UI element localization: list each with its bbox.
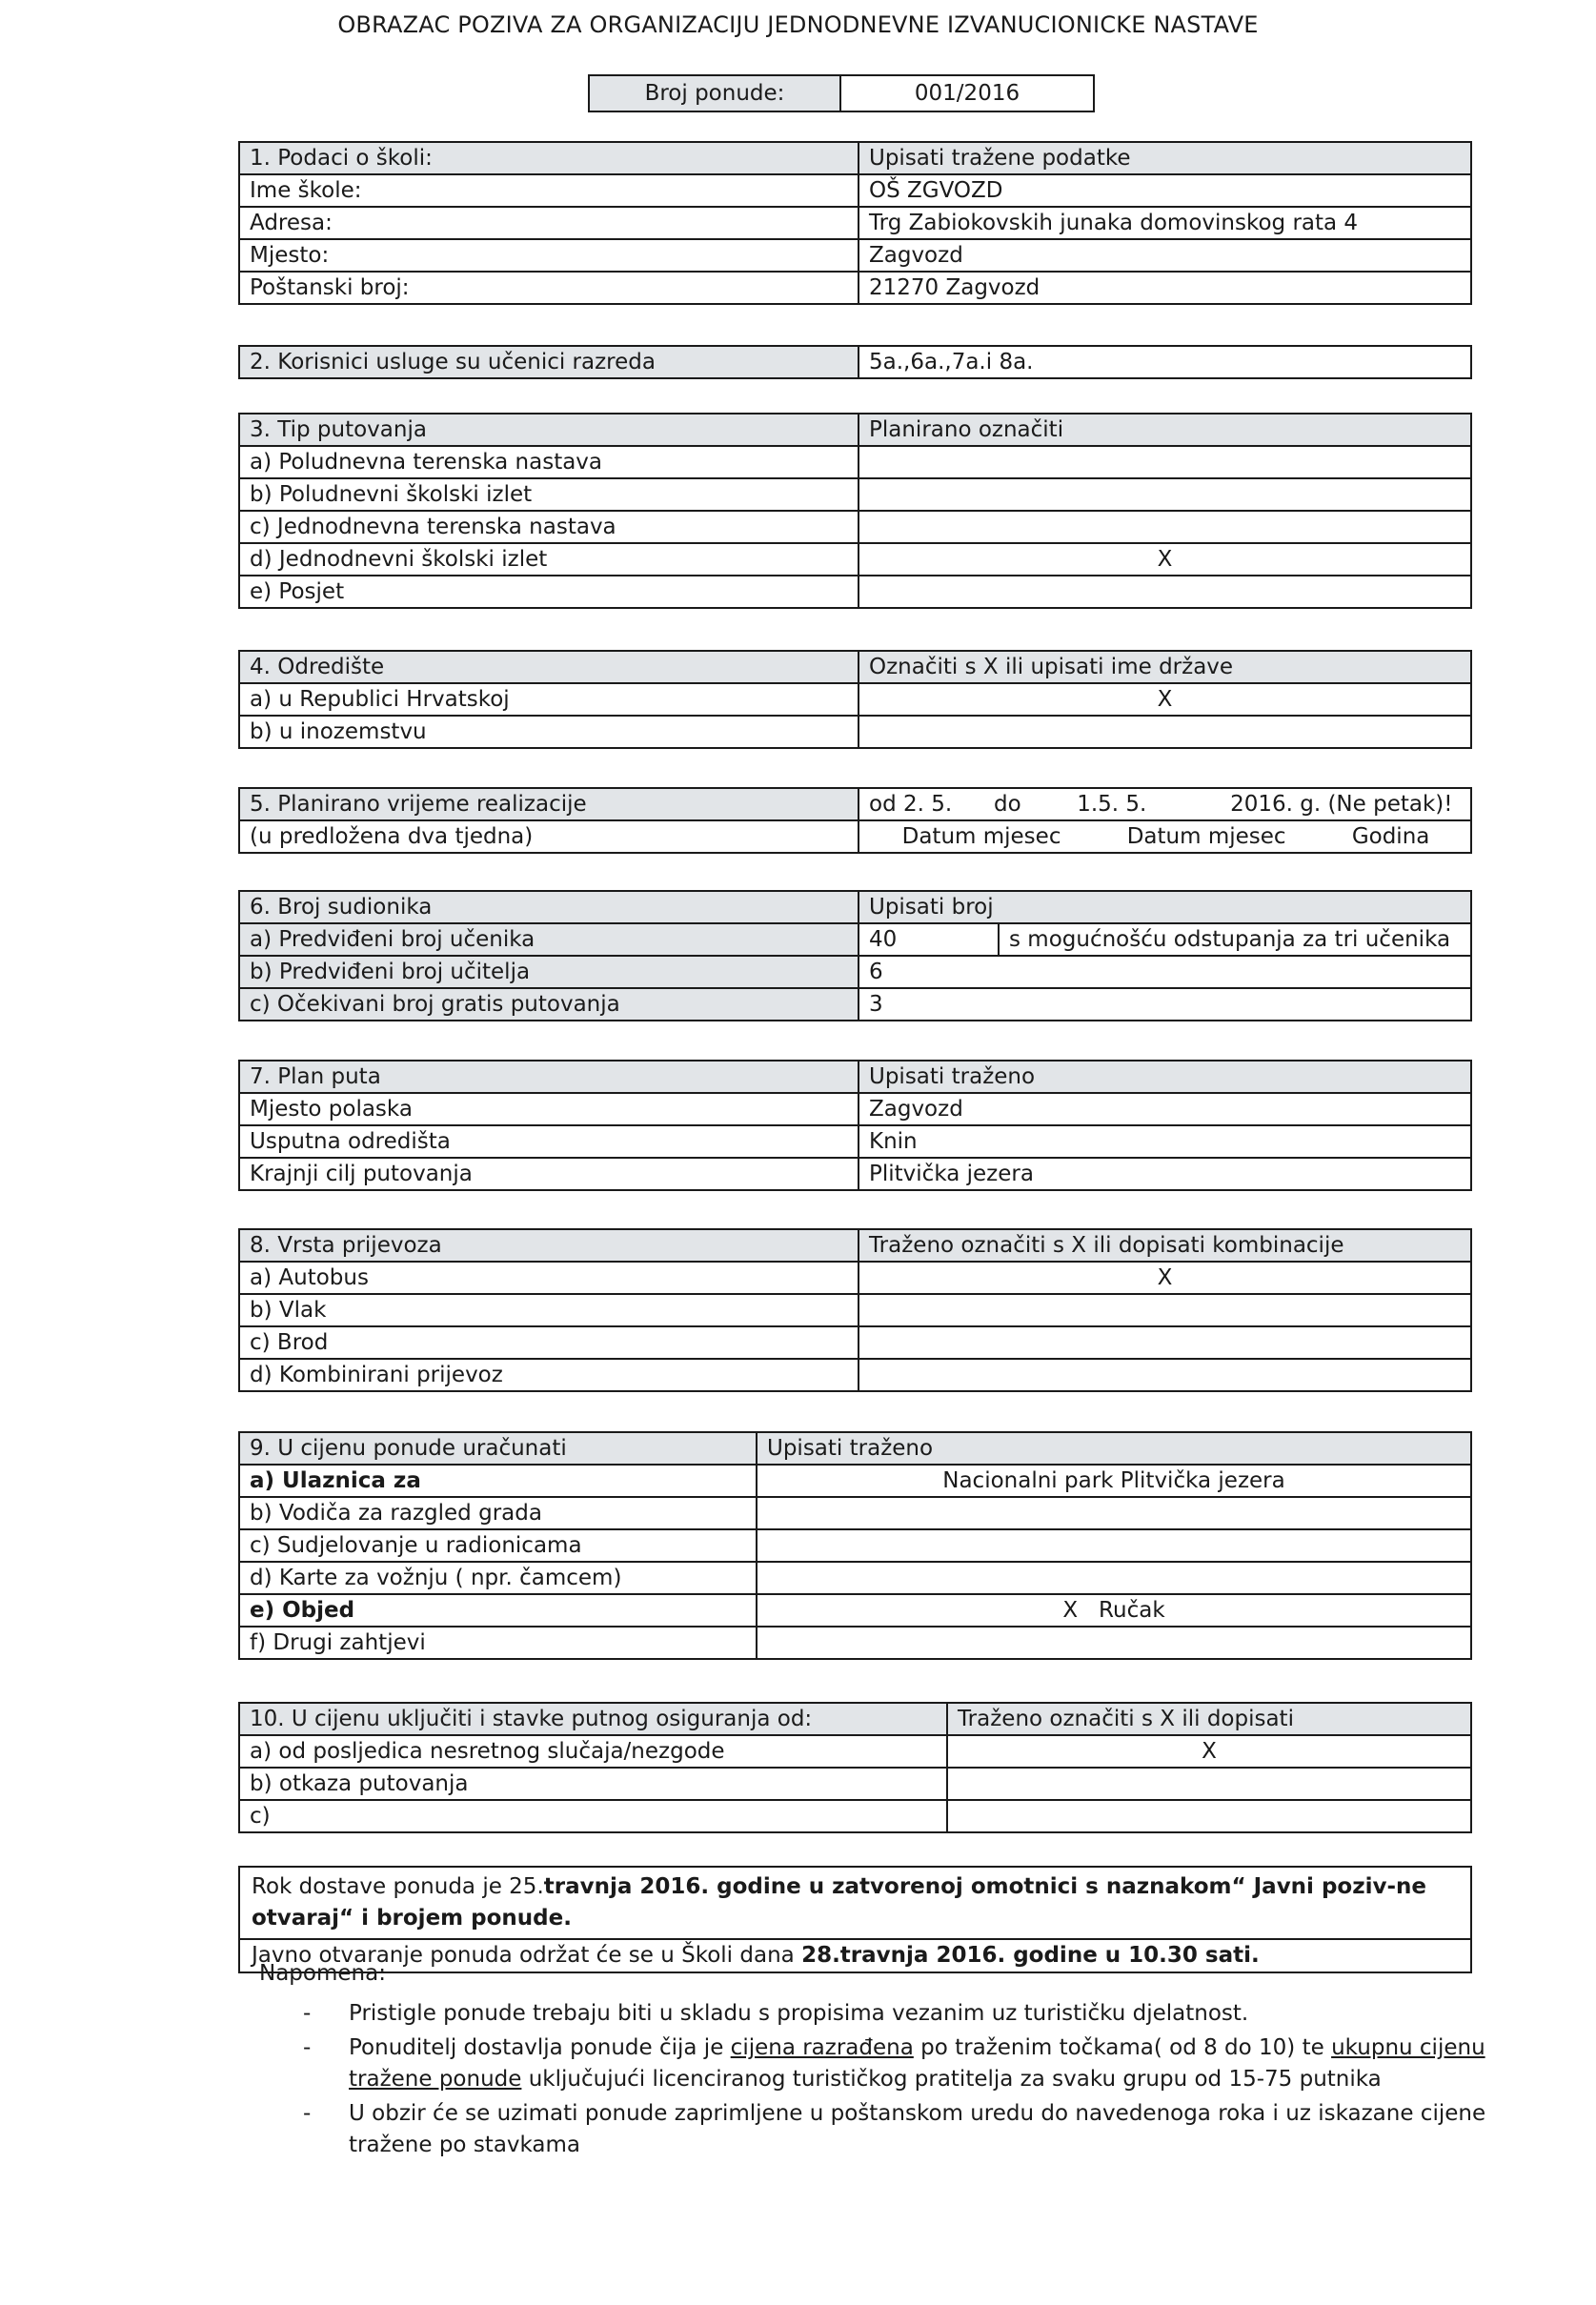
s9-row-value bbox=[757, 1627, 1471, 1659]
s1-row-label: Adresa: bbox=[239, 207, 859, 239]
napomena-item-text: U obzir će se uzimati ponude zaprimljene u poštanskom uredu do navedenoga roka i uz iskazane cijene tražene po stavkama bbox=[349, 2101, 1486, 2157]
javno-otvaranje-text bbox=[239, 1939, 1471, 1972]
s9-row-label: f) Drugi zahtjevi bbox=[239, 1627, 757, 1659]
s8-row-mark bbox=[859, 1359, 1471, 1391]
rok-part-2: travnja 2016. godine u zatvorenoj omotnici s naznakom“ Javni poziv-ne otvaraj“ i brojem ponude. bbox=[252, 1874, 1426, 1931]
s3-header: 3. Tip putovanja bbox=[239, 414, 859, 446]
s2-value: 5a.,6a.,7a.i 8a. bbox=[859, 346, 1471, 378]
s5-datum-mjesec-2: Datum mjesec bbox=[1126, 824, 1286, 849]
s5-sub-label: (u predložena dva tjedna) bbox=[239, 820, 859, 853]
s9-header: 9. U cijenu ponude uračunati bbox=[239, 1432, 757, 1465]
s6-header: 6. Broj sudionika bbox=[239, 891, 859, 923]
s10-header: 10. U cijenu uključiti i stavke putnog osiguranja od: bbox=[239, 1703, 947, 1735]
s5-godina: Godina bbox=[1351, 824, 1430, 849]
napomena-underlined-text: cijena razrađena bbox=[730, 2035, 914, 2060]
s9-row-value: Nacionalni park Plitvička jezera bbox=[757, 1465, 1471, 1497]
s9-row-value bbox=[757, 1529, 1471, 1562]
dash-bullet-icon: - bbox=[303, 2035, 312, 2060]
s10-row-label: c) bbox=[239, 1800, 947, 1832]
s6-row-a-value: 40 bbox=[859, 923, 999, 956]
s3-row-label: e) Posjet bbox=[239, 576, 859, 608]
s4-row-mark: X bbox=[859, 683, 1471, 716]
napomena-title: Napomena: bbox=[259, 1961, 386, 1986]
s6-row-a-label: a) Predviđeni broj učenika bbox=[239, 923, 859, 956]
s8-row-label: a) Autobus bbox=[239, 1262, 859, 1294]
section-tip-putovanja bbox=[238, 413, 1472, 609]
s9-row-value bbox=[757, 1562, 1471, 1594]
dash-bullet-icon: - bbox=[303, 2101, 312, 2126]
s7-row-value: Plitvička jezera bbox=[859, 1158, 1471, 1190]
section-plan-puta bbox=[238, 1060, 1472, 1191]
s4-row-label: a) u Republici Hrvatskoj bbox=[239, 683, 859, 716]
section-rok-dostave bbox=[238, 1866, 1472, 1973]
s1-row-label: Poštanski broj: bbox=[239, 272, 859, 304]
s3-row-mark bbox=[859, 446, 1471, 478]
napomena-item-text: Ponuditelj dostavlja ponude čija je bbox=[349, 2035, 731, 2060]
s1-row-value: Zagvozd bbox=[859, 239, 1471, 272]
s8-row-label: b) Vlak bbox=[239, 1294, 859, 1326]
s7-row-label: Krajnji cilj putovanja bbox=[239, 1158, 859, 1190]
section-vrijeme-realizacije bbox=[238, 787, 1472, 854]
s8-row-label: c) Brod bbox=[239, 1326, 859, 1359]
s9-row-label: b) Vodiča za razgled grada bbox=[239, 1497, 757, 1529]
napomena-item bbox=[295, 2032, 1563, 2095]
s3-row-mark bbox=[859, 576, 1471, 608]
s1-row-label: Mjesto: bbox=[239, 239, 859, 272]
s9-row-label: c) Sudjelovanje u radionicama bbox=[239, 1529, 757, 1562]
s4-row-label: b) u inozemstvu bbox=[239, 716, 859, 748]
section-broj-sudionika bbox=[238, 890, 1472, 1021]
s1-row-value: OŠ ZGVOZD bbox=[859, 174, 1471, 207]
s5-label: 5. Planirano vrijeme realizacije bbox=[239, 788, 859, 820]
s6-header-right: Upisati broj bbox=[859, 891, 1471, 923]
s1-row-value: Trg Zabiokovskih junaka domovinskog rata 4 bbox=[859, 207, 1471, 239]
s6-row-b-value: 6 bbox=[859, 956, 1471, 988]
s3-row-label: a) Poludnevna terenska nastava bbox=[239, 446, 859, 478]
s1-header: 1. Podaci o školi: bbox=[239, 142, 859, 174]
s3-header-right: Planirano označiti bbox=[859, 414, 1471, 446]
s5-value: od 2. 5. do 1.5. 5. 2016. g. (Ne petak)! bbox=[859, 788, 1471, 820]
s7-header: 7. Plan puta bbox=[239, 1061, 859, 1093]
section-podaci-o-skoli bbox=[238, 141, 1472, 305]
napomena-item-text: uključujući licenciranog turističkog pratitelja za svaku grupu od 15-75 putnika bbox=[521, 2067, 1382, 2092]
rok-part-1: Rok dostave ponuda je 25. bbox=[252, 1874, 544, 1899]
s7-row-label: Mjesto polaska bbox=[239, 1093, 859, 1125]
s10-header-right: Traženo označiti s X ili dopisati bbox=[947, 1703, 1471, 1735]
section-cijena-ponude bbox=[238, 1431, 1472, 1660]
otvaranje-part-2: 28.travnja 2016. godine u 10.30 sati. bbox=[801, 1943, 1260, 1968]
s6-row-c-value: 3 bbox=[859, 988, 1471, 1021]
broj-ponude-value: 001/2016 bbox=[914, 81, 1020, 106]
s4-row-mark bbox=[859, 716, 1471, 748]
s3-row-label: d) Jednodnevni školski izlet bbox=[239, 543, 859, 576]
s9-header-right: Upisati traženo bbox=[757, 1432, 1471, 1465]
s6-row-c-label: c) Očekivani broj gratis putovanja bbox=[239, 988, 859, 1021]
s9-row-label: d) Karte za vožnju ( npr. čamcem) bbox=[239, 1562, 757, 1594]
section-odrediste bbox=[238, 650, 1472, 749]
s8-row-label: d) Kombinirani prijevoz bbox=[239, 1359, 859, 1391]
s6-row-b-label: b) Predviđeni broj učitelja bbox=[239, 956, 859, 988]
napomena-underlined-text: ukupnu cijenu tražene ponude bbox=[349, 2035, 1485, 2092]
s4-header-right: Označiti s X ili upisati ime države bbox=[859, 651, 1471, 683]
s5-sub-row bbox=[859, 820, 1471, 853]
s8-header: 8. Vrsta prijevoza bbox=[239, 1229, 859, 1262]
broj-ponude-label: Broj ponude: bbox=[590, 76, 841, 111]
s8-header-right: Traženo označiti s X ili dopisati kombinacije bbox=[859, 1229, 1471, 1262]
s7-header-right: Upisati traženo bbox=[859, 1061, 1471, 1093]
s1-header-right: Upisati tražene podatke bbox=[859, 142, 1471, 174]
section-vrsta-prijevoza bbox=[238, 1228, 1472, 1392]
s10-row-mark bbox=[947, 1768, 1471, 1800]
s7-row-label: Usputna odredišta bbox=[239, 1125, 859, 1158]
broj-ponude-box bbox=[588, 74, 1095, 112]
s3-row-mark: X bbox=[859, 543, 1471, 576]
s4-header: 4. Odredište bbox=[239, 651, 859, 683]
s6-row-a-note: s mogućnošću odstupanja za tri učenika bbox=[999, 923, 1471, 956]
s10-row-label: b) otkaza putovanja bbox=[239, 1768, 947, 1800]
s9-row-label: e) Objed bbox=[239, 1594, 757, 1627]
s10-row-label: a) od posljedica nesretnog slučaja/nezgode bbox=[239, 1735, 947, 1768]
section-putno-osiguranje bbox=[238, 1702, 1472, 1833]
s2-label: 2. Korisnici usluge su učenici razreda bbox=[239, 346, 859, 378]
s3-row-label: c) Jednodnevna terenska nastava bbox=[239, 511, 859, 543]
s8-row-mark: X bbox=[859, 1262, 1471, 1294]
s9-row-value bbox=[757, 1497, 1471, 1529]
napomena-item-text: po traženim točkama( od 8 do 10) te bbox=[913, 2035, 1332, 2060]
otvaranje-part-1: Javno otvaranje ponuda održat će se u Školi dana bbox=[252, 1943, 802, 1968]
s3-row-mark bbox=[859, 511, 1471, 543]
rok-dostave-text bbox=[239, 1867, 1471, 1939]
s10-row-mark: X bbox=[947, 1735, 1471, 1768]
napomena-item bbox=[295, 2098, 1563, 2161]
dash-bullet-icon: - bbox=[303, 2001, 312, 2026]
s5-datum-mjesec-1: Datum mjesec bbox=[901, 824, 1061, 849]
s1-row-label: Ime škole: bbox=[239, 174, 859, 207]
s9-row-value: X Ručak bbox=[757, 1594, 1471, 1627]
napomena-item bbox=[295, 1998, 1563, 2030]
s3-row-label: b) Poludnevni školski izlet bbox=[239, 478, 859, 511]
s8-row-mark bbox=[859, 1294, 1471, 1326]
s8-row-mark bbox=[859, 1326, 1471, 1359]
s7-row-value: Zagvozd bbox=[859, 1093, 1471, 1125]
s10-row-mark bbox=[947, 1800, 1471, 1832]
section-korisnici bbox=[238, 345, 1472, 379]
s9-row-label: a) Ulaznica za bbox=[239, 1465, 757, 1497]
s3-row-mark bbox=[859, 478, 1471, 511]
napomena-item-text: Pristigle ponude trebaju biti u skladu s propisima vezanim uz turističku djelatnost. bbox=[349, 2001, 1249, 2026]
s7-row-value: Knin bbox=[859, 1125, 1471, 1158]
napomena-list bbox=[295, 1998, 1563, 2164]
s1-row-value: 21270 Zagvozd bbox=[859, 272, 1471, 304]
form-title: OBRAZAC POZIVA ZA ORGANIZACIJU JEDNODNEVNE IZVANUCIONICKE NASTAVE bbox=[337, 11, 1259, 38]
